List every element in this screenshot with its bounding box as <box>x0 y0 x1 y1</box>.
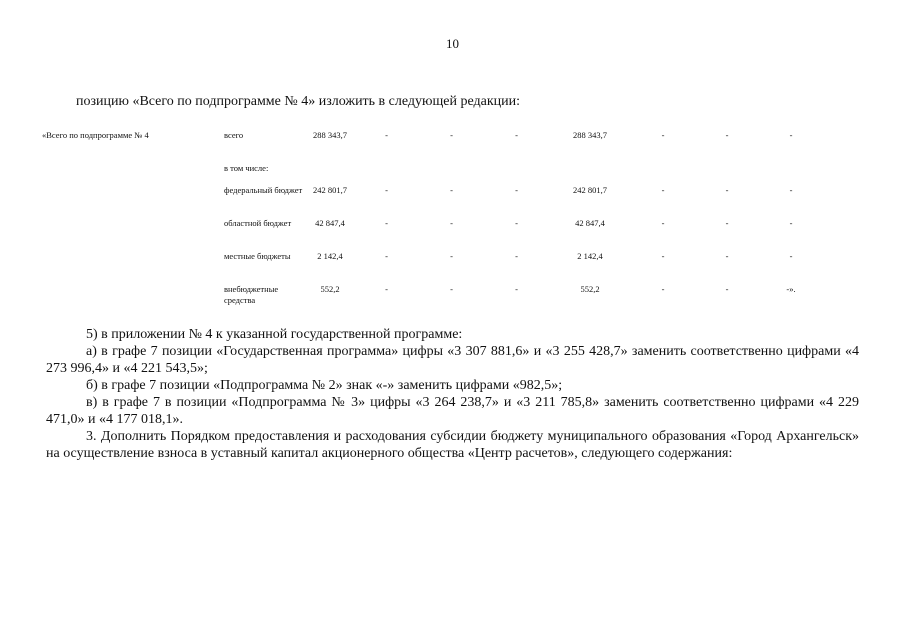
paragraph: а) в графе 7 позиции «Государственная программа» цифры «3 307 881,6» и «3 255 428,7» заменить соответственно цифрами «4 273 996,4» и «4 221 543,5»; <box>46 344 859 376</box>
value-cell: - <box>725 218 729 228</box>
budget-table <box>42 130 823 317</box>
value-cell: - <box>661 185 665 195</box>
body-text <box>46 326 859 462</box>
table-row <box>42 130 823 163</box>
source-label: внебюджетные средства <box>224 284 279 305</box>
value-cell: - <box>725 251 729 261</box>
source-label: всего <box>224 130 244 140</box>
value-cell: 42 847,4 <box>315 218 345 228</box>
value-cell: - <box>450 284 453 294</box>
value-cell: 288 343,7 <box>313 130 347 140</box>
value-cell: - <box>450 130 453 140</box>
value-cell: - <box>661 218 665 228</box>
value-cell: - <box>515 251 518 261</box>
value-cell: - <box>661 251 665 261</box>
value-cell: -». <box>786 284 796 294</box>
value-cell: - <box>385 185 388 195</box>
value-cell: 2 142,4 <box>317 251 343 261</box>
value-cell: 2 142,4 <box>577 251 603 261</box>
value-cell: 552,2 <box>320 284 340 294</box>
table-row <box>42 284 823 317</box>
value-cell: - <box>450 218 453 228</box>
value-cell: - <box>385 251 388 261</box>
table-row <box>42 163 823 185</box>
intro-text: позицию «Всего по подпрограмме № 4» изложить в следующей редакции: <box>76 94 521 109</box>
value-cell: - <box>725 284 729 294</box>
value-cell: - <box>789 185 793 195</box>
value-cell: 552,2 <box>580 284 600 294</box>
value-cell: - <box>661 284 665 294</box>
value-cell: 42 847,4 <box>575 218 605 228</box>
value-cell: - <box>515 218 518 228</box>
value-cell: - <box>385 284 388 294</box>
value-cell: - <box>515 130 518 140</box>
value-cell: - <box>515 284 518 294</box>
value-cell: - <box>789 251 793 261</box>
value-cell: - <box>725 130 729 140</box>
value-cell: 242 801,7 <box>573 185 607 195</box>
paragraph: в) в графе 7 в позиции «Подпрограмма № 3» цифры «3 264 238,7» и «3 211 785,8» заменить соответственно цифрами «4 229 471,0» и «4 177 018,1». <box>46 395 859 427</box>
source-label: федеральный бюджет <box>224 185 303 195</box>
value-cell: - <box>515 185 518 195</box>
position-label: «Всего по подпрограмме № 4 <box>42 130 149 140</box>
value-cell: 288 343,7 <box>573 130 607 140</box>
source-label: в том числе: <box>224 163 269 173</box>
source-label: местные бюджеты <box>224 251 291 261</box>
source-label: областной бюджет <box>224 218 292 228</box>
value-cell: - <box>725 185 729 195</box>
paragraph: б) в графе 7 позиции «Подпрограмма № 2» знак «-» заменить цифрами «982,5»; <box>86 378 563 393</box>
paragraph: 5) в приложении № 4 к указанной государственной программе: <box>86 327 463 342</box>
page-number: 10 <box>446 36 459 51</box>
value-cell: - <box>661 130 665 140</box>
value-cell: - <box>385 130 388 140</box>
paragraph: 3. Дополнить Порядком предоставления и расходования субсидии бюджету муниципального образования «Город Архангельск» на осуществление взноса в уставный капитал акционерного общества «Центр расчетов», следующего содержания: <box>46 429 859 461</box>
value-cell: - <box>385 218 388 228</box>
value-cell: - <box>789 218 793 228</box>
value-cell: - <box>450 251 453 261</box>
value-cell: - <box>450 185 453 195</box>
value-cell: 242 801,7 <box>313 185 347 195</box>
table-row <box>42 218 823 251</box>
table-row <box>42 185 823 218</box>
value-cell: - <box>789 130 793 140</box>
table-row <box>42 251 823 284</box>
